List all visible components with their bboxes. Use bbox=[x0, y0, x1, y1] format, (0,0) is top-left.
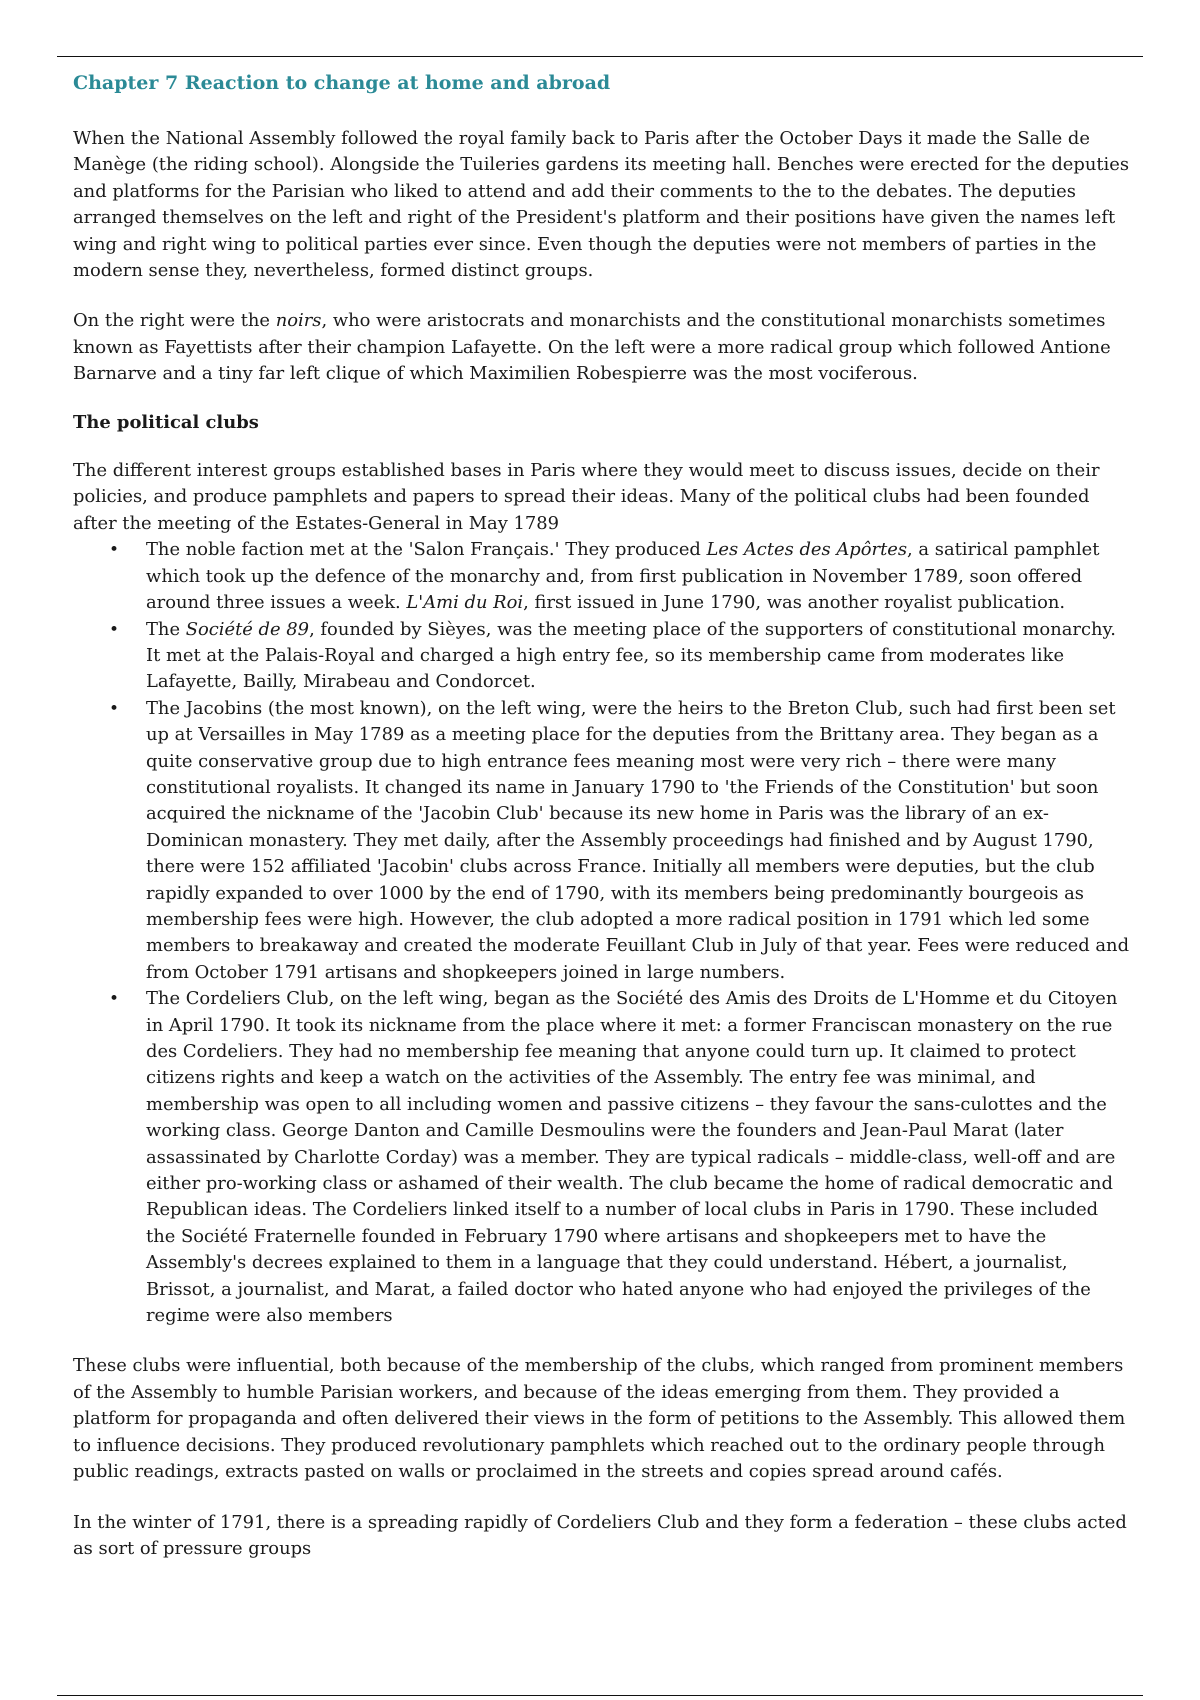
publication-title-actes: Les Actes des Apôrtes bbox=[706, 539, 908, 561]
section-heading-political-clubs: The political clubs bbox=[73, 411, 259, 433]
chapter-title: Chapter 7 Reaction to change at home and abroad bbox=[73, 72, 611, 94]
b4-text: The Cordeliers Club, on the left wing, began as the Société des Amis des Droits de L'Homme et du Citoyen in April 1790. It took its nickname from the place where it met: a former Franciscan monastery on the rue des Cordeliers. They had no membership fee meaning that anyone could turn up. It claimed to protect citizens rights and keep a watch on the activities of the Assembly. The entry fee was minimal, and membership was open to all including women and passive citizens – they favour the sans-culottes and the working class. George Danton and Camille Desmoulins were the founders and Jean-Paul Marat (later assassinated by Charlotte Corday) was a member. They are typical radicals – middle-class, well-off and are either pro-working class or ashamed of their wealth. The club became the home of radical democratic and Republican ideas. The Cordeliers linked itself to a number of local clubs in Paris in 1790. These included the Société Fraternelle founded in February 1790 where artisans and shopkeepers met to have the Assembly's decrees explained to them in a language that they could understand. Hébert, a journalist, Brissot, a journalist, and Marat, a failed doctor who hated anyone who had enjoyed the privileges of the regime were also members bbox=[146, 988, 1118, 1327]
conclusion-paragraph-1: These clubs were influential, both because of the membership of the clubs, which ranged from prominent members of the Assembly to humble Parisian workers, and because of the ideas emerging from them. They provided a platform for propaganda and often delivered their views in the form of petitions to the Assembly. This allowed them to influence decisions. They produced revolutionary pamphlets which reached out to the ordinary people through public readings, extracts pasted on walls or proclaimed in the streets and copies spread around cafés. bbox=[73, 1355, 1126, 1483]
conclusion-paragraph-2: In the winter of 1791, there is a spreading rapidly of Cordeliers Club and they form a federation – these clubs acted as sort of pressure groups bbox=[73, 1511, 1127, 1559]
publication-title-ami-du-roi: L'Ami du Roi bbox=[406, 592, 524, 614]
list-item-salon-francais bbox=[73, 537, 1133, 616]
clubs-intro-paragraph: The different interest groups established bases in Paris where they would meet to discuss issues, decide on their policies, and produce pamphlets and papers to spread their ideas. Many of the political clubs had been founded after the meeting of the Estates-General in May 1789 bbox=[73, 460, 1100, 534]
intro-paragraph-1: When the National Assembly followed the royal family back to Paris after the October Days it made the Salle de Manège (the riding school). Alongside the Tuileries gardens its meeting hall. Benches were erected for the deputies and platforms for the Parisian who liked to attend and add their comments to the to the debates. The deputies arranged themselves on the left and right of the President's platform and their positions have given the names left wing and right wing to political parties ever since. Even though the deputies were not members of parties in the modern sense they, nevertheless, formed distinct groups. bbox=[73, 128, 1130, 282]
intro-paragraph-2 bbox=[73, 308, 1133, 387]
b2-text-a: The bbox=[146, 618, 186, 640]
b3-text: The Jacobins (the most known), on the left wing, were the heirs to the Breton Club, such had first been set up at Versailles in May 1789 as a meeting place for the deputies from the Brittany area. They began as a quite conservative group due to high entrance fees meaning most were very rich – there were many constitutional royalists. It changed its name in January 1790 to 'the Friends of the Constitution' but soon acquired the nickname of the 'Jacobin Club' because its new home in Paris was the library of an ex-Dominican monastery. They met daily, after the Assembly proceedings had finished and by August 1790, there were 152 affiliated 'Jacobin' clubs across France. Initially all members were deputies, but the club rapidly expanded to over 1000 by the end of 1790, with its members being predominantly bourgeois as membership fees were high. However, the club adopted a more radical position in 1791 which led some members to breakaway and created the moderate Feuillant Club in July of that year. Fees were reduced and from October 1791 artisans and shopkeepers joined in large numbers. bbox=[146, 697, 1130, 983]
clubs-list bbox=[73, 537, 1133, 1329]
list-item-cordeliers bbox=[73, 986, 1133, 1329]
noirs-term: noirs bbox=[275, 310, 322, 332]
list-item-jacobins bbox=[73, 696, 1133, 986]
intro-p2-b: , who were aristocrats and monarchists and the constitutional monarchists sometimes known as Fayettists after their champion Lafayette. On the left were a more radical group which followed Antione Barnarve and a tiny far left clique of which Maximilien Robespierre was the most vociferous. bbox=[73, 310, 1111, 385]
club-title-societe-de-89: Société de 89 bbox=[185, 618, 310, 640]
bullet-icon: • bbox=[109, 698, 120, 719]
top-rule bbox=[57, 56, 1143, 57]
bullet-icon: • bbox=[109, 619, 120, 640]
b1-text-c: , first issued in June 1790, was another royalist publication. bbox=[523, 592, 1066, 614]
b2-text-b: , founded by Sièyes, was the meeting place of the supporters of constitutional monarchy. It met at the Palais-Royal and charged a high entry fee, so its membership came from moderates like Lafayette, Bailly, Mirabeau and Condorcet. bbox=[146, 618, 1116, 693]
intro-p2-a: On the right were the bbox=[73, 310, 276, 332]
b1-text-a: The noble faction met at the 'Salon Français.' They produced bbox=[146, 539, 707, 561]
bullet-icon: • bbox=[109, 540, 120, 561]
document-body bbox=[73, 70, 1133, 1562]
bottom-rule bbox=[57, 1695, 1143, 1696]
list-item-societe-de-89 bbox=[73, 617, 1133, 696]
b1-text-b: , a satirical pamphlet which took up the defence of the monarchy and, from first publication in November 1789, soon offered around three issues a week. bbox=[146, 539, 1100, 614]
bullet-icon: • bbox=[109, 989, 120, 1010]
